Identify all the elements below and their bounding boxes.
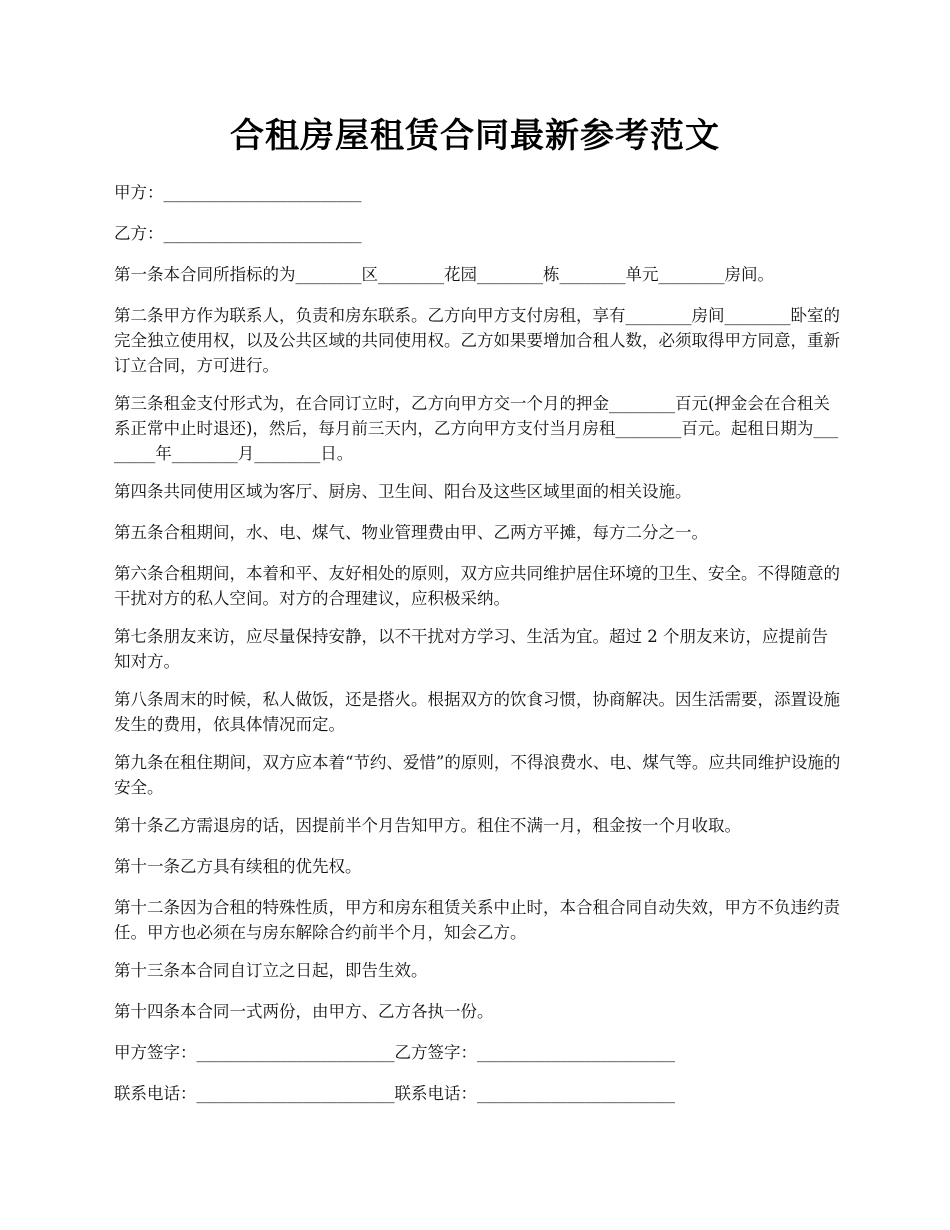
- party-b-line: 乙方：________________________: [114, 224, 362, 243]
- clause-5: 第五条合租期间，水、电、煤气、物业管理费由甲、乙两方平摊，每方二分之一。: [114, 523, 708, 542]
- clause-2: 第二条甲方作为联系人，负责和房东联系。乙方向甲方支付房租，享有________房间________卧室的完全独立使用权，以及公共区域的共同使用权。乙方如果要增加合租人数，必须取得甲方同意，重新订立合同，方可进行。: [114, 306, 840, 375]
- party-a-line: 甲方：________________________: [114, 183, 362, 202]
- clause-9: 第九条在租住期间，双方应本着“节约、爱惜”的原则，不得浪费水、电、煤气等。应共同维护设施的安全。: [114, 753, 841, 797]
- clause-7: 第七条朋友来访，应尽量保持安静，以不干扰对方学习、生活为宜。超过 2 个朋友来访，应提前告知对方。: [114, 627, 828, 671]
- clause-11: 第十一条乙方具有续租的优先权。: [114, 857, 362, 876]
- clause-3: 第三条租金支付形式为，在合同订立时，乙方向甲方交一个月的押金________百元(押金会在合租关系正常中止时退还)，然后，每月前三天内，乙方向甲方支付当月房租________百元。起租日期为________年________月________日。: [114, 394, 839, 463]
- clause-12: 第十二条因为合租的特殊性质，甲方和房东租赁关系中止时，本合租合同自动失效，甲方不负违约责任。甲方也必须在与房东解除合约前半个月，知会乙方。: [114, 898, 840, 942]
- clause-4: 第四条共同使用区域为客厅、厨房、卫生间、阳台及这些区域里面的相关设施。: [114, 482, 692, 501]
- clause-8: 第八条周末的时候，私人做饭，还是搭火。根据双方的饮食习惯，协商解决。因生活需要，添置设施发生的费用，依具体情况而定。: [114, 690, 840, 734]
- clause-10: 第十条乙方需退房的话，因提前半个月告知甲方。租住不满一月，租金按一个月收取。: [114, 816, 741, 835]
- document-title: 合租房屋租赁合同最新参考范文: [230, 116, 720, 156]
- document-body: [114, 180, 844, 1122]
- signature-line: 甲方签字：________________________乙方签字：________________________: [114, 1043, 675, 1062]
- clause-13: 第十三条本合同自订立之日起，即告生效。: [114, 961, 428, 980]
- phone-line: 联系电话：________________________联系电话：________________________: [114, 1084, 675, 1103]
- clause-1: 第一条本合同所指标的为________区________花园________栋________单元________房间。: [114, 265, 774, 284]
- clause-14: 第十四条本合同一式两份，由甲方、乙方各执一份。: [114, 1002, 494, 1021]
- clause-6: 第六条合租期间，本着和平、友好相处的原则，双方应共同维护居住环境的卫生、安全。不得随意的干扰对方的私人空间。对方的合理建议，应积极采纳。: [114, 564, 840, 608]
